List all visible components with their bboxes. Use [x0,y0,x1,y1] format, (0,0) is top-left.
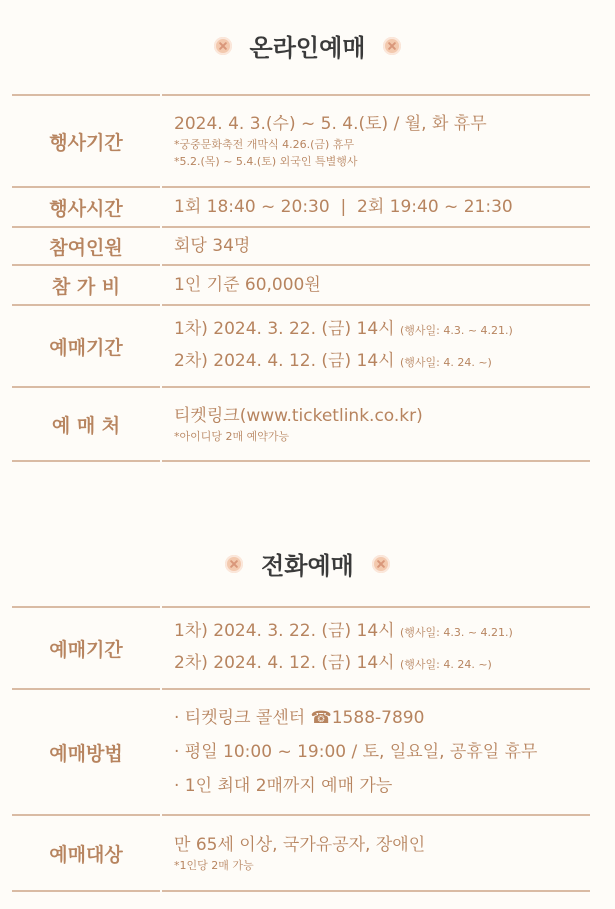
online-title-text: 온라인예매 [249,34,366,62]
booking-event-dates: (행사일: 4.3. ~ 4.21.) [399,324,513,337]
ornament-icon [225,555,243,573]
phone-section-title [0,546,615,581]
method-bullet: · 티켓링크 콜센터 ☎1588-7890 [174,708,425,728]
ornament-icon [383,37,401,55]
capacity-text: 회당 34명 [174,236,251,256]
row-value [161,607,590,689]
note-text: *궁중문화축전 개막식 4.26.(금) 휴무 [174,138,355,151]
online-section-title [0,28,615,63]
booking-line [174,314,590,346]
row-value [161,227,590,265]
booking-round-text: 1차) 2024. 3. 22. (금) 14시 [174,319,395,339]
event-time-text: 1회 18:40 ~ 20:30 | 2회 19:40 ~ 21:30 [174,197,513,217]
row-target [12,815,590,891]
row-capacity [12,227,590,265]
row-booking-period [12,305,590,387]
row-label: 참여인원 [49,236,123,259]
row-value [161,305,590,387]
row-value [161,187,590,227]
row-label: 행사기간 [49,131,123,154]
row-value [161,815,590,891]
row-method [12,689,590,815]
row-label: 예 매 처 [51,414,121,437]
booking-round-text: 2차) 2024. 4. 12. (금) 14시 [174,351,395,371]
booking-line [174,346,590,378]
online-info-table [12,94,590,462]
booking-round-text: 2차) 2024. 4. 12. (금) 14시 [174,653,395,673]
booking-event-dates: (행사일: 4. 24. ~) [399,658,492,671]
row-label: 예매방법 [49,742,123,765]
event-period-text: 2024. 4. 3.(수) ~ 5. 4.(토) / 월, 화 휴무 [174,114,487,134]
phone-title-text: 전화예매 [261,552,354,580]
method-bullet: · 평일 10:00 ~ 19:00 / 토, 일요일, 공휴일 휴무 [174,742,538,762]
row-event-period [12,95,590,187]
row-value [161,265,590,305]
row-value [161,95,590,187]
booking-event-dates: (행사일: 4. 24. ~) [399,356,492,369]
row-event-time [12,187,590,227]
note-text: *아이디당 2매 예약가능 [174,429,290,443]
target-text: 만 65세 이상, 국가유공자, 장애인 [174,834,426,855]
row-label: 참 가 비 [51,275,121,298]
fee-text: 1인 기준 60,000원 [174,275,321,295]
row-fee [12,265,590,305]
row-label: 예매기간 [49,638,123,661]
row-value [161,689,590,815]
note-text: *5.2.(목) ~ 5.4.(토) 외국인 특별행사 [174,155,358,168]
booking-round-text: 1차) 2024. 3. 22. (금) 14시 [174,621,395,641]
method-bullet: · 1인 최대 2매까지 예매 가능 [174,776,393,796]
booking-line [174,616,590,648]
row-booking-period [12,607,590,689]
note-text: *1인당 2매 가능 [174,858,254,872]
row-vendor [12,387,590,461]
row-value [161,387,590,461]
ornament-icon [372,555,390,573]
booking-line [174,648,590,680]
booking-event-dates: (행사일: 4.3. ~ 4.21.) [399,626,513,639]
phone-info-table [12,606,590,892]
row-label: 예매대상 [49,843,123,866]
row-label: 예매기간 [49,336,123,359]
ornament-icon [214,37,232,55]
row-label: 행사시간 [49,197,123,220]
vendor-link[interactable]: 티켓링크(www.ticketlink.co.kr) [174,405,423,426]
